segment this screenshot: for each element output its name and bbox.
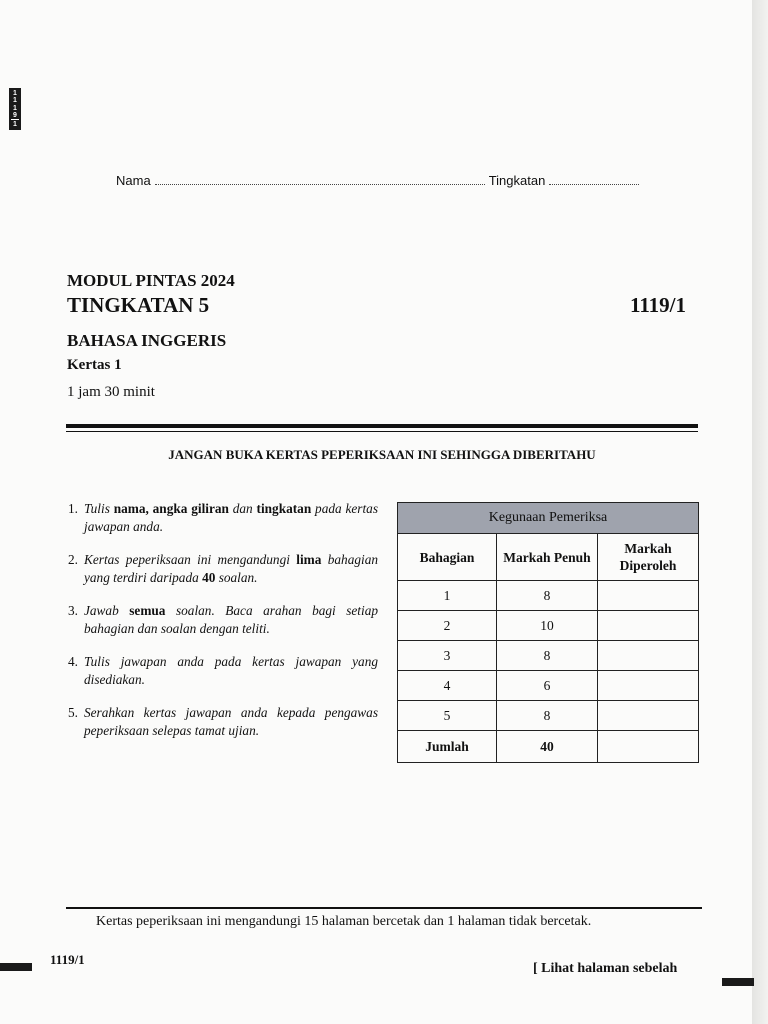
instruction-number: 3.	[68, 603, 78, 618]
instruction-text	[84, 704, 378, 740]
instruction-text	[84, 551, 378, 587]
instruction-fragment: dan	[228, 501, 257, 516]
full-marks-cell: 8	[497, 581, 598, 611]
full-marks-cell: 6	[497, 671, 598, 701]
full-marks-cell: 8	[497, 641, 598, 671]
spine-char: 1	[13, 120, 17, 128]
col-header-section: Bahagian	[398, 534, 497, 581]
section-cell: 5	[398, 701, 497, 731]
instruction-text	[84, 653, 378, 689]
divider-thick	[66, 424, 698, 428]
instruction-emphasis: tingkatan	[256, 501, 312, 516]
instruction-fragment: bahagian yang terdiri daripada	[84, 552, 378, 585]
section-cell: 3	[398, 641, 497, 671]
form-field[interactable]	[549, 174, 639, 185]
registration-mark-right	[722, 978, 754, 986]
instruction-fragment: Kertas peperiksaan ini mengandungi	[84, 552, 297, 567]
marks-obtained-cell[interactable]	[598, 641, 699, 671]
instruction-number: 2.	[68, 552, 78, 567]
instruction-number: 4.	[68, 654, 78, 669]
instruction-emphasis: nama, angka giliran	[113, 501, 229, 516]
do-not-open-warning: JANGAN BUKA KERTAS PEPERIKSAAN INI SEHINGGA DIBERITAHU	[168, 447, 596, 462]
divider-thin	[66, 431, 698, 432]
exam-duration: 1 jam 30 minit	[67, 384, 155, 400]
col-header-full-marks: Markah Penuh	[497, 534, 598, 581]
instruction-text	[84, 500, 378, 536]
instruction-item	[56, 500, 378, 536]
spine-code-tab	[9, 88, 21, 130]
paper-edge	[752, 0, 768, 1024]
instruction-emphasis: lima	[296, 552, 322, 567]
instruction-fragment: soalan.	[215, 570, 258, 585]
total-full-marks-cell: 40	[497, 731, 598, 763]
instruction-fragment: soalan. Baca arahan bagi setiap bahagian dan soalan dengan teliti.	[84, 603, 378, 636]
instruction-fragment: Tulis	[84, 501, 114, 516]
page-count-note: Kertas peperiksaan ini mengandungi 15 halaman bercetak dan 1 halaman tidak bercetak.	[96, 914, 592, 929]
total-obtained-cell[interactable]	[598, 731, 699, 763]
instruction-number: 5.	[68, 705, 78, 720]
registration-mark-left	[0, 963, 32, 971]
instruction-item	[56, 602, 378, 638]
total-row	[398, 731, 699, 763]
name-field[interactable]	[155, 174, 485, 185]
candidate-info-row	[116, 173, 676, 188]
form-title: TINGKATAN 5	[67, 293, 210, 317]
section-cell: 4	[398, 671, 497, 701]
paper-number: Kertas 1	[67, 357, 122, 373]
instruction-item	[56, 551, 378, 587]
instruction-item	[56, 653, 378, 689]
instruction-fragment: Tulis jawapan anda pada kertas jawapan yang disediakan.	[84, 654, 378, 687]
marks-obtained-cell[interactable]	[598, 611, 699, 641]
instructions-list	[56, 500, 378, 755]
instruction-fragment: pada kertas jawapan anda.	[84, 501, 378, 534]
module-title: MODUL PINTAS 2024	[67, 271, 235, 290]
footer-paper-code: 1119/1	[50, 952, 85, 967]
table-row	[398, 701, 699, 731]
instruction-emphasis: semua	[129, 603, 166, 618]
paper-code: 1119/1	[630, 293, 687, 317]
spine-char: 1	[13, 97, 17, 105]
spine-char: 9	[13, 112, 17, 120]
marks-table-title: Kegunaan Pemeriksa	[398, 503, 699, 534]
section-cell: 2	[398, 611, 497, 641]
footer-divider	[66, 907, 702, 909]
full-marks-cell: 8	[497, 701, 598, 731]
instruction-fragment: Jawab	[84, 603, 130, 618]
instruction-emphasis: 40	[202, 570, 216, 585]
name-label: Nama	[116, 173, 151, 188]
subject-title: BAHASA INGGERIS	[67, 331, 227, 350]
total-label-cell: Jumlah	[398, 731, 497, 763]
marks-obtained-cell[interactable]	[598, 581, 699, 611]
section-cell: 1	[398, 581, 497, 611]
instruction-text	[84, 602, 378, 638]
marks-obtained-cell[interactable]	[598, 671, 699, 701]
instruction-fragment: Serahkan kertas jawapan anda kepada pengawas peperiksaan selepas tamat ujian.	[84, 705, 378, 738]
spine-char: 1	[13, 90, 17, 98]
table-row	[398, 641, 699, 671]
instruction-number: 1.	[68, 501, 78, 516]
form-label: Tingkatan	[488, 173, 546, 188]
col-header-marks-obtained: Markah Diperoleh	[598, 534, 699, 581]
table-row	[398, 581, 699, 611]
instruction-item	[56, 704, 378, 740]
next-page-note: [ Lihat halaman sebelah	[533, 961, 678, 976]
marks-obtained-cell[interactable]	[598, 701, 699, 731]
examiner-marks-table	[397, 502, 699, 763]
spine-char: 1	[13, 104, 17, 112]
table-row	[398, 671, 699, 701]
table-row	[398, 611, 699, 641]
full-marks-cell: 10	[497, 611, 598, 641]
